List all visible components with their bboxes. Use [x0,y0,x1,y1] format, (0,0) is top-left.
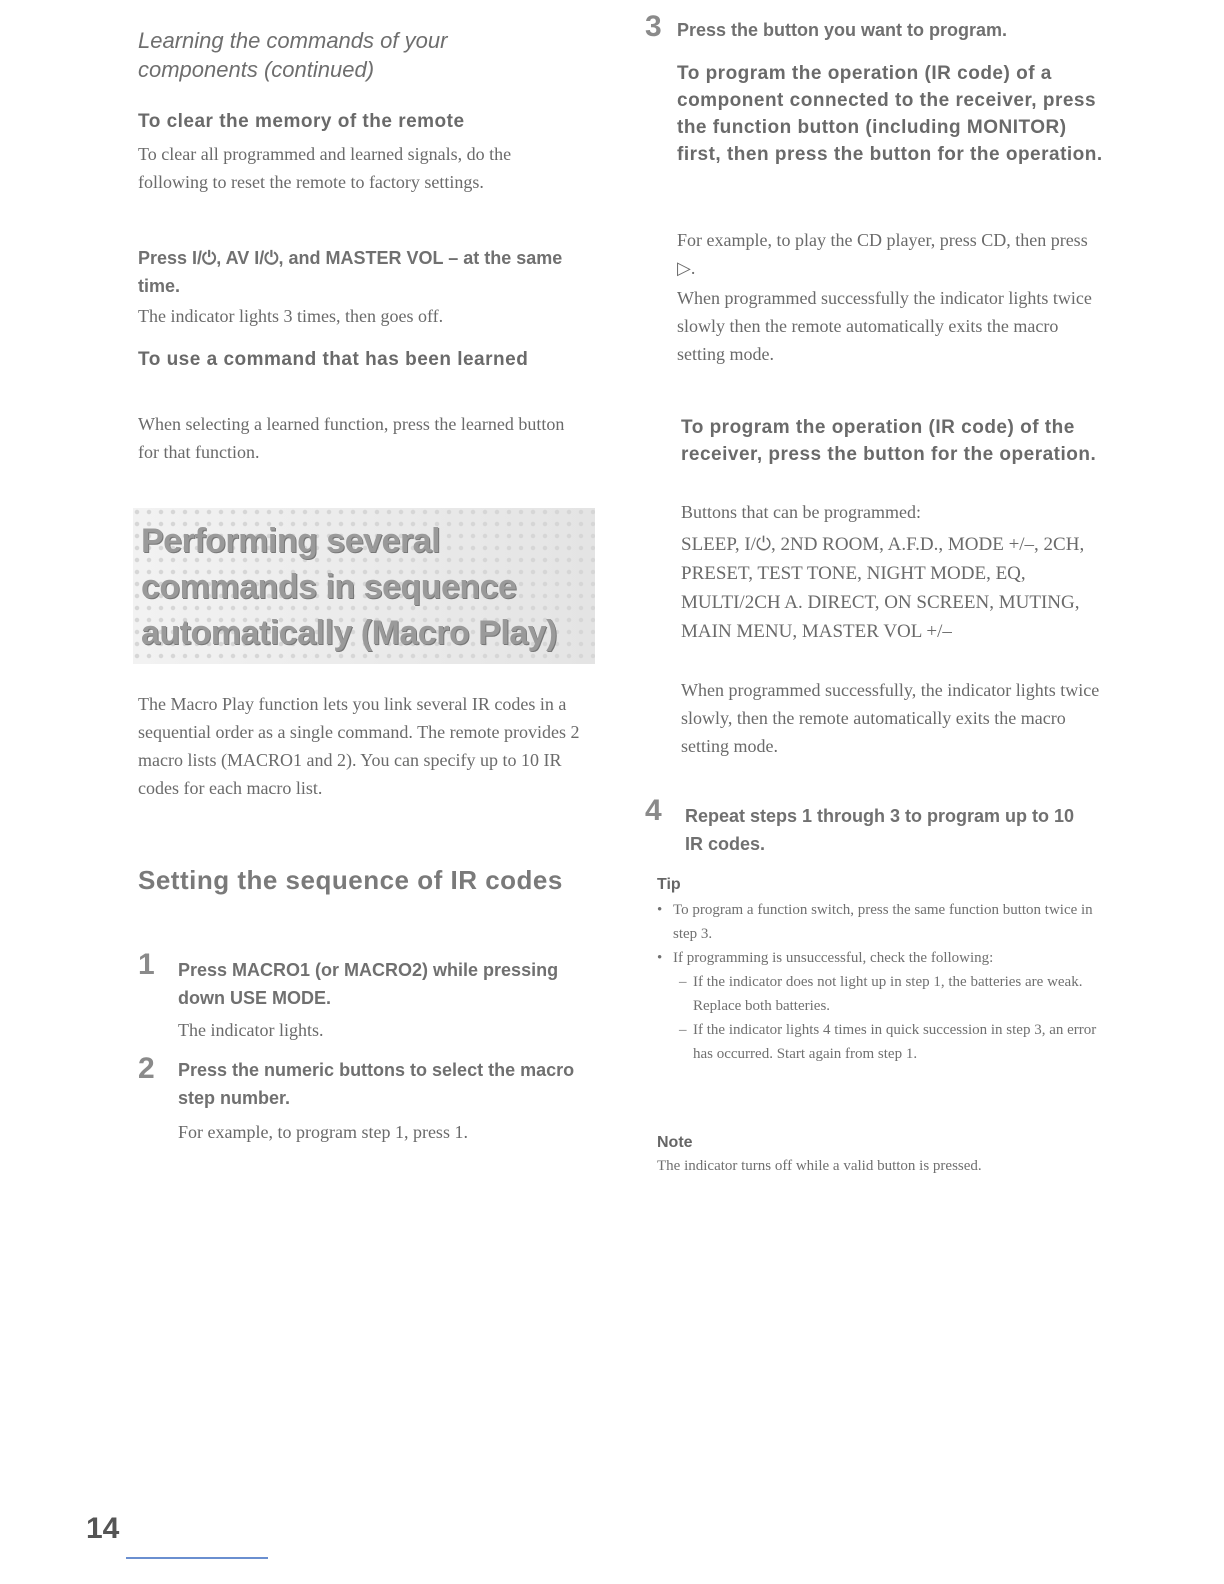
buttons-list: SLEEP, I/⏻, 2ND ROOM, A.F.D., MODE +/–, 2CH, PRESET, TEST TONE, NIGHT MODE, EQ, MULTI/2CH A. DIRECT, ON SCREEN, MUTING, MAIN MENU, MASTER VOL +/– [681,534,1085,642]
clear-memory-result: The indicator lights 3 times, then goes off. [138,306,444,326]
section-header: Learning the commands of your components (continued) [138,28,448,82]
step-number: 4 [645,794,662,827]
step-title: Repeat steps 1 through 3 to program up to 10 IR codes. [685,806,1075,854]
macro-intro: The Macro Play function lets you link several IR codes in a sequential order as a single command. The remote provides 2 macro lists (MACRO1 and 2). You can specify up to 10 IR codes for each macro list. [138,694,580,798]
tip-item: • If programming is unsuccessful, check the following: [657,946,1107,970]
note-label: Note [657,1134,693,1151]
note-box [657,1134,1117,1178]
step-title: Press the button you want to program. [677,20,1008,40]
tip-item: • To program a function switch, press the same function button twice in step 3. [657,898,1107,946]
program-component-example: For example, to play the CD player, press CD, then press ▷. [677,230,1088,278]
note-body: The indicator turns off while a valid button is pressed. [657,1158,982,1174]
use-learned-body: When selecting a learned function, press the learned button for that function. [138,414,565,462]
page-number-rule [126,1557,268,1559]
tip-subitem: – If the indicator lights 4 times in quick succession in step 3, an error has occurred. Start again from step 1. [657,1018,1107,1066]
setting-sequence-heading: Setting the sequence of IR codes [138,865,563,895]
banner-line-1: Performing several [141,522,441,560]
program-component-heading: To program the operation (IR code) of a component connected to the receiver, press the function button (including MONITOR) first, then press the button for the operation. [677,63,1103,165]
tip-box [657,876,1107,1066]
macro-play-banner [133,508,595,664]
tip-list [657,898,1107,970]
step-number: 2 [138,1052,155,1085]
banner-title [141,518,581,656]
step-title: Press the numeric buttons to select the macro step number. [178,1060,575,1108]
program-receiver-heading: To program the operation (IR code) of the receiver, press the button for the operation. [681,417,1097,465]
program-receiver-result: When programmed successfully, the indicator lights twice slowly, then the remote automatically exits the macro setting mode. [681,680,1100,756]
use-learned-heading: To use a command that has been learned [138,349,529,370]
step-body: For example, to program step 1, press 1. [178,1122,468,1142]
page-number: 14 [86,1512,120,1545]
step-2 [138,1054,608,1154]
step-1 [138,948,608,1040]
step-number: 1 [138,948,155,981]
program-component-result: When programmed successfully the indicator lights twice slowly then the remote automatically exits the macro setting mode. [677,288,1092,364]
step-title: Press MACRO1 (or MACRO2) while pressing down USE MODE. [178,960,559,1008]
banner-line-2: commands in sequence [141,568,517,606]
banner-line-3: automatically (Macro Play) [141,614,557,652]
clear-memory-heading: To clear the memory of the remote [138,111,465,132]
step-body: The indicator lights. [178,1020,324,1040]
tip-label: Tip [657,876,681,893]
buttons-label: Buttons that can be programmed: [681,502,921,522]
step-number: 3 [645,10,662,43]
clear-memory-instruction: Press I/⏻, AV I/⏻, and MASTER VOL – at the same time. [138,248,563,296]
clear-memory-body: To clear all programmed and learned signals, do the following to reset the remote to factory settings. [138,144,512,192]
tip-subitem: – If the indicator does not light up in step 1, the batteries are weak. Replace both batteries. [657,970,1107,1018]
